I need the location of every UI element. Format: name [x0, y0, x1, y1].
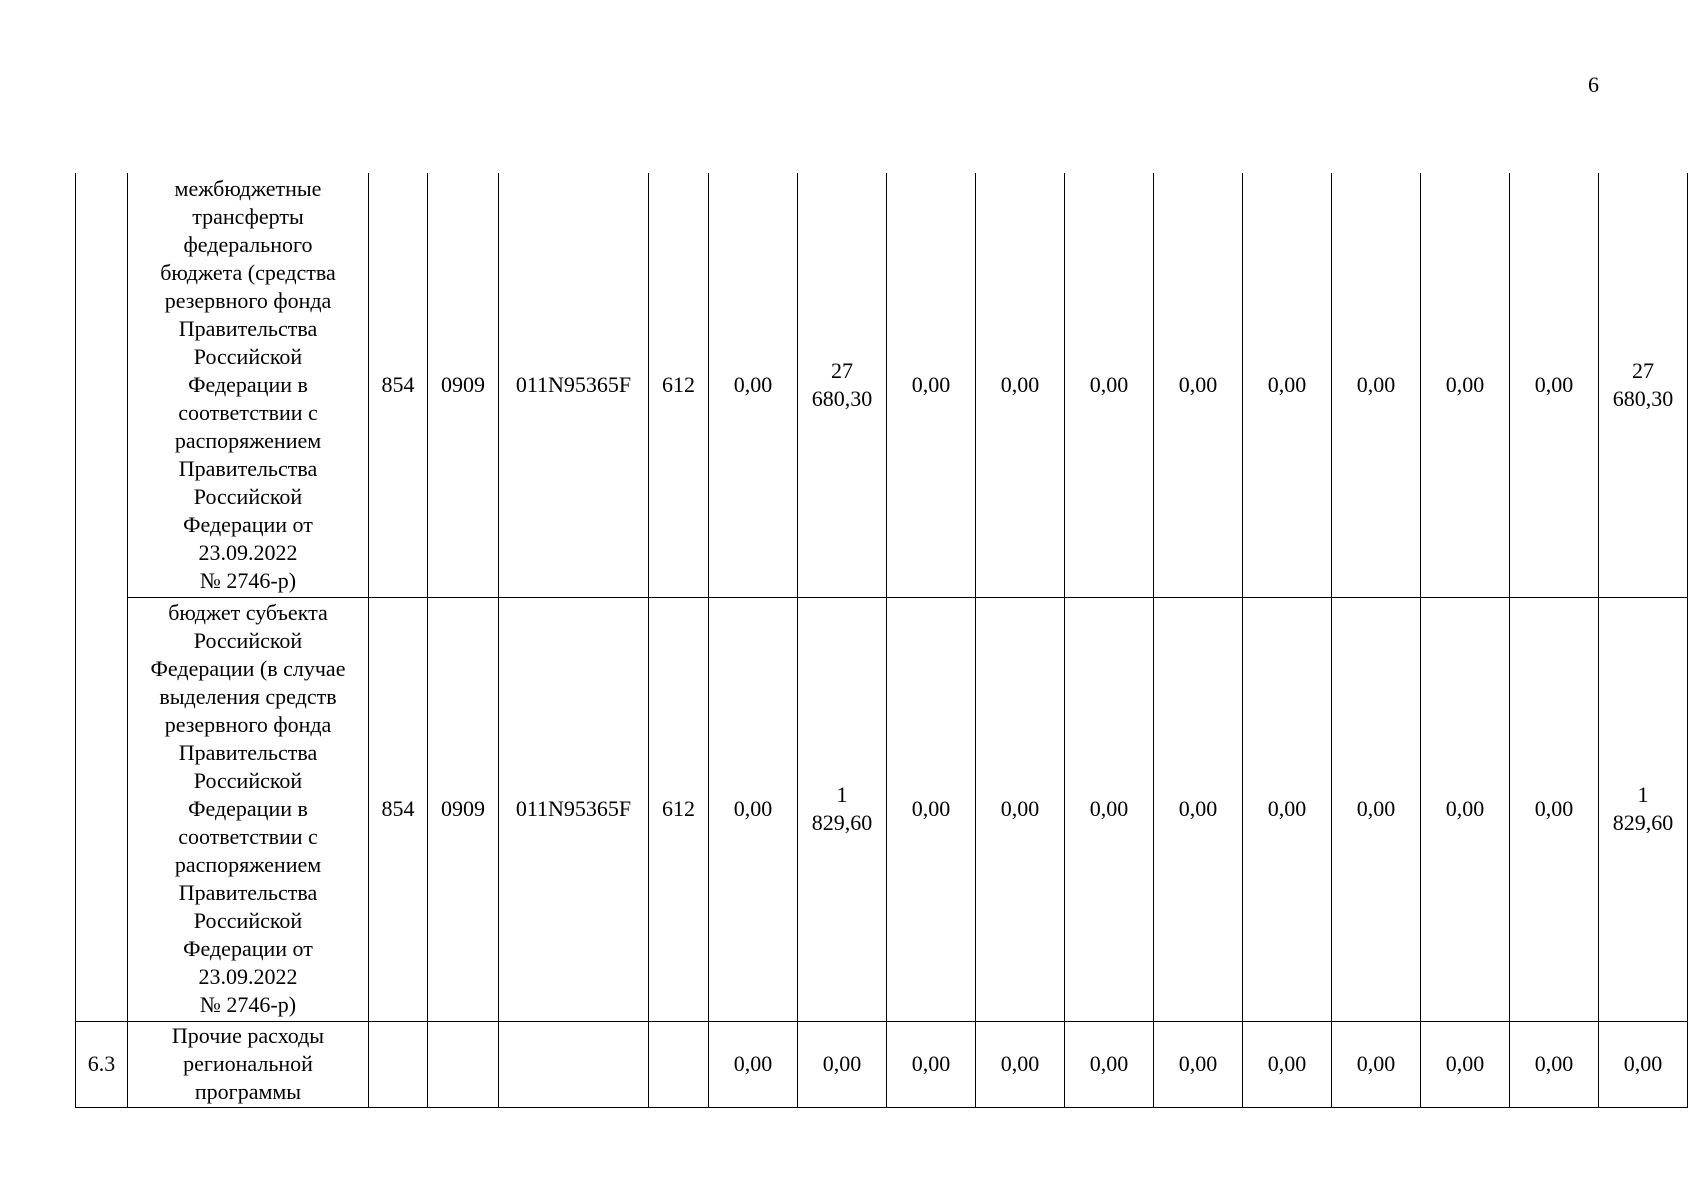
- value-cell: 0,00: [1421, 597, 1510, 1021]
- value-cell: 0,00: [976, 1021, 1065, 1107]
- value-cell: 0,00: [1510, 173, 1599, 597]
- value-cell: 1 829,60: [798, 597, 887, 1021]
- value-cell: 27 680,30: [1599, 173, 1688, 597]
- value-cell: 0,00: [1332, 597, 1421, 1021]
- table-row: [76, 597, 1688, 1021]
- vr-cell: [649, 1021, 709, 1107]
- csr-cell: [499, 1021, 649, 1107]
- value-cell: 0,00: [1332, 173, 1421, 597]
- value-cell: 0,00: [1065, 597, 1154, 1021]
- value-cell: 0,00: [1243, 597, 1332, 1021]
- value-cell: 0,00: [887, 173, 976, 597]
- rzpr-cell: 0909: [428, 597, 499, 1021]
- description-cell: Прочие расходы региональной программы: [128, 1021, 369, 1107]
- page-number: 6: [1588, 72, 1599, 97]
- value-cell: 0,00: [709, 597, 798, 1021]
- value-cell: 0,00: [1065, 173, 1154, 597]
- value-cell: 0,00: [1421, 1021, 1510, 1107]
- value-cell: 0,00: [709, 1021, 798, 1107]
- rzpr-cell: [428, 1021, 499, 1107]
- value-cell: 0,00: [1243, 1021, 1332, 1107]
- value-cell: 0,00: [1510, 1021, 1599, 1107]
- value-cell: 0,00: [976, 173, 1065, 597]
- grbs-cell: 854: [369, 597, 428, 1021]
- value-cell: 27 680,30: [798, 173, 887, 597]
- rzpr-cell: 0909: [428, 173, 499, 597]
- value-cell: 0,00: [1065, 1021, 1154, 1107]
- table-row: [76, 173, 1688, 597]
- description-cell: межбюджетные трансферты федерального бюджета (средства резервного фонда Правительства Российской Федерации в соответствии с распоряжением Правительства Российской Федерации от 23.09.2022 № 2746-р): [128, 173, 369, 597]
- table-row: [76, 1021, 1688, 1107]
- value-cell: 0,00: [1332, 1021, 1421, 1107]
- value-cell: 0,00: [976, 597, 1065, 1021]
- budget-table: [75, 173, 1688, 1108]
- value-cell: 0,00: [887, 597, 976, 1021]
- value-cell: 0,00: [1421, 173, 1510, 597]
- csr-cell: 011N95365F: [499, 173, 649, 597]
- value-cell: 0,00: [1510, 597, 1599, 1021]
- vr-cell: 612: [649, 597, 709, 1021]
- grbs-cell: [369, 1021, 428, 1107]
- value-cell: 1 829,60: [1599, 597, 1688, 1021]
- value-cell: 0,00: [709, 173, 798, 597]
- description-cell: бюджет субъекта Российской Федерации (в случае выделения средств резервного фонда Правительства Российской Федерации в соответствии с распоряжением Правительства Российской Федерации от 23.09.2022 № 2746-р): [128, 597, 369, 1021]
- value-cell: 0,00: [798, 1021, 887, 1107]
- value-cell: 0,00: [1154, 1021, 1243, 1107]
- row-number-cell: 6.3: [76, 1021, 128, 1107]
- grbs-cell: 854: [369, 173, 428, 597]
- value-cell: 0,00: [1243, 173, 1332, 597]
- value-cell: 0,00: [887, 1021, 976, 1107]
- value-cell: 0,00: [1154, 597, 1243, 1021]
- value-cell: 0,00: [1599, 1021, 1688, 1107]
- value-cell: 0,00: [1154, 173, 1243, 597]
- row-number-cell: [76, 173, 128, 1021]
- vr-cell: 612: [649, 173, 709, 597]
- csr-cell: 011N95365F: [499, 597, 649, 1021]
